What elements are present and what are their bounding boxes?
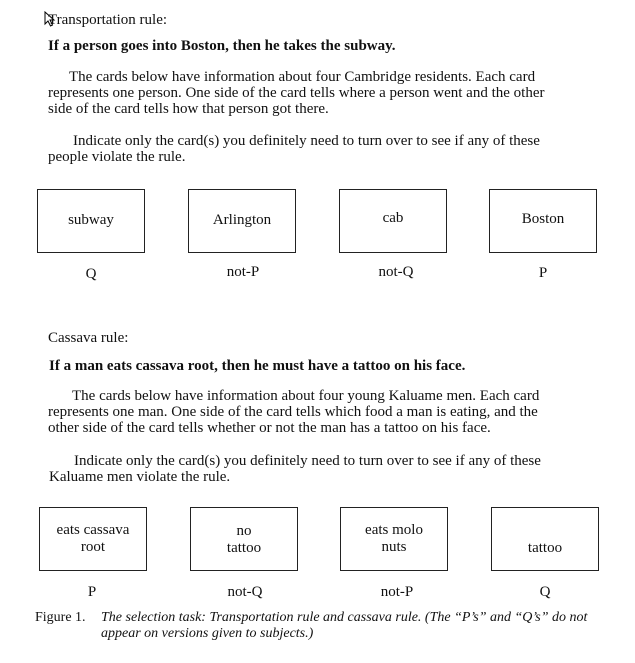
- cassava-para1-line1: The cards below have information about four young Kaluame men. Each card: [72, 388, 540, 404]
- card-label-not-q: not-Q: [227, 584, 263, 600]
- card-text: cab: [382, 210, 404, 226]
- card-label-not-q: not-Q: [378, 264, 414, 280]
- figure-caption-line2: [101, 625, 313, 642]
- card-text-line1: no: [236, 523, 252, 539]
- transport-rule-title: Transportation rule:: [48, 12, 168, 28]
- cassava-para1-line2: represents one man. One side of the card tells which food a man is eating, and the: [48, 404, 538, 420]
- figure-label: Figure 1.: [35, 610, 86, 625]
- card-tattoo[interactable]: [491, 507, 599, 571]
- card-label-p: P: [87, 584, 97, 600]
- card-text-line2: nuts: [381, 539, 407, 555]
- card-label-q: Q: [85, 266, 97, 282]
- card-label-not-p: not-P: [226, 264, 260, 280]
- card-label-p: P: [538, 265, 548, 281]
- card-text-line2: root: [80, 539, 106, 555]
- transport-para2-line2: people violate the rule.: [48, 149, 186, 165]
- caption-text: The selection task: Transportation rule and cassava rule. (The “P’s” and “Q’s” do not: [101, 610, 588, 625]
- transport-para2-line1: Indicate only the card(s) you definitely need to turn over to see if any of these: [73, 133, 540, 149]
- transport-para1-line2: represents one person. One side of the card tells where a person went and the other: [48, 85, 545, 101]
- card-text: subway: [68, 212, 114, 228]
- transport-para1-line3: side of the card tells how that person got there.: [48, 101, 329, 117]
- cassava-rule-statement: If a man eats cassava root, then he must have a tattoo on his face.: [49, 358, 466, 374]
- card-arlington[interactable]: [188, 189, 296, 253]
- transport-para1-line1: The cards below have information about four Cambridge residents. Each card: [69, 69, 536, 85]
- card-text: Boston: [521, 211, 565, 227]
- cassava-rule-title: Cassava rule:: [48, 330, 129, 346]
- card-text-line2: tattoo: [226, 540, 262, 556]
- card-text-line1: eats cassava: [56, 522, 130, 538]
- card-text-line2: tattoo: [527, 540, 563, 556]
- cassava-para2-line2: Kaluame men violate the rule.: [49, 469, 231, 485]
- card-text-line1: eats molo: [365, 522, 423, 538]
- figure-caption-line1: [101, 609, 587, 626]
- caption-text: appear on versions given to subjects.): [101, 626, 314, 641]
- card-no-tattoo[interactable]: [190, 507, 298, 571]
- card-label-not-p: not-P: [380, 584, 414, 600]
- cassava-para1-line3: other side of the card tells whether or not the man has a tattoo on his face.: [48, 420, 491, 436]
- transport-rule-statement: If a person goes into Boston, then he takes the subway.: [48, 38, 396, 54]
- card-text-line1: [492, 508, 598, 540]
- card-label-q: Q: [539, 584, 551, 600]
- card-subway[interactable]: [37, 189, 145, 253]
- cassava-para2-line1: Indicate only the card(s) you definitely need to turn over to see if any of these: [74, 453, 541, 469]
- card-eats-molo-nuts[interactable]: [340, 507, 448, 571]
- card-text: Arlington: [212, 212, 272, 228]
- card-boston[interactable]: [489, 189, 597, 253]
- card-cab[interactable]: [339, 189, 447, 253]
- card-eats-cassava-root[interactable]: [39, 507, 147, 571]
